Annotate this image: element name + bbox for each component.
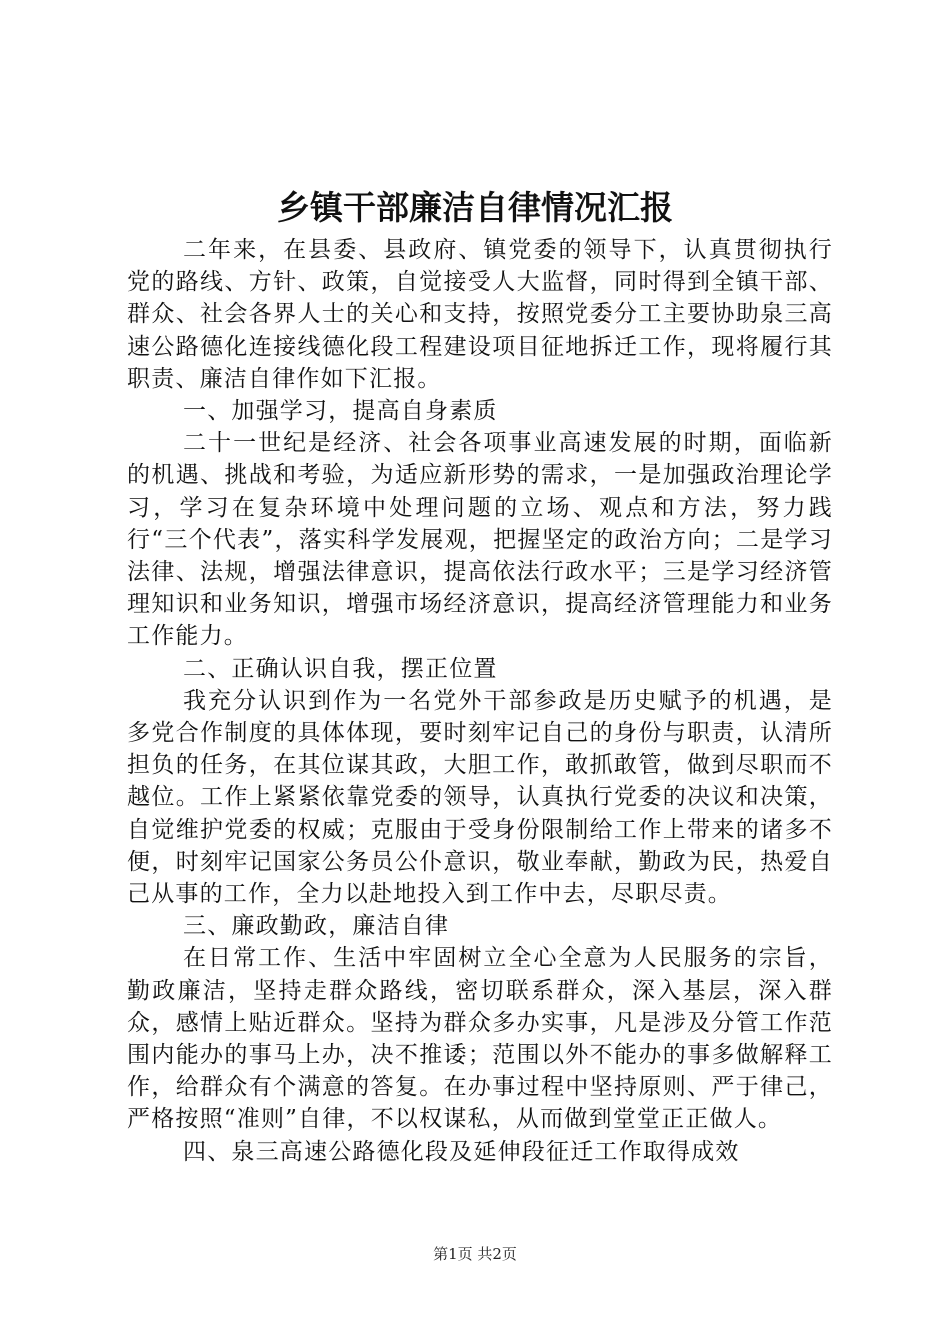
document-body (127, 234, 833, 1168)
section-heading-3: 三、廉政勤政，廉洁自律 (183, 913, 450, 940)
section-paragraph-1: 二十一世纪是经济、社会各项事业高速发展的时期，面临新的机遇、挑战和考验，为适应新形势的需求，一是加强政治理论学习，学习在复杂环境中处理问题的立场、观点和方法，努力践行“三个代表”，落实科学发展观，把握坚定的政治方向；二是学习法律、法规，增强法律意识，提高依法行政水平；三是学习经济管理知识和业务知识，增强市场经济意识，提高经济管理能力和业务工作能力。 (127, 430, 833, 650)
section-heading-2: 二、正确认识自我，摆正位置 (183, 655, 498, 682)
document-title: 乡镇干部廉洁自律情况汇报 (277, 188, 673, 227)
page-number-footer: 第1页 共2页 (433, 1245, 517, 1263)
section-paragraph-3: 在日常工作、生活中牢固树立全心全意为人民服务的宗旨，勤政廉洁，坚持走群众路线，密切联系群众，深入基层，深入群众，感情上贴近群众。坚持为群众多办实事，凡是涉及分管工作范围内能办的事马上办，决不推诿；范围以外不能办的事多做解释工作，给群众有个满意的答复。在办事过程中坚持原则、严于律己，严格按照“准则”自律，不以权谋私，从而做到堂堂正正做人。 (127, 945, 833, 1133)
section-heading-1: 一、加强学习，提高自身素质 (183, 398, 498, 425)
section-paragraph-2: 我充分认识到作为一名党外干部参政是历史赋予的机遇，是多党合作制度的具体体现，要时刻牢记自己的身份与职责，认清所担负的任务，在其位谋其政，大胆工作，敢抓敢管，做到尽职而不越位。工作上紧紧依靠党委的领导，认真执行党委的决议和决策，自觉维护党委的权威；克服由于受身份限制给工作上带来的诸多不便，时刻牢记国家公务员公仆意识，敬业奉献，勤政为民，热爱自己从事的工作，全力以赴地投入到工作中去，尽职尽责。 (127, 687, 833, 908)
intro-paragraph: 二年来，在县委、县政府、镇党委的领导下，认真贯彻执行党的路线、方针、政策，自觉接受人大监督，同时得到全镇干部、群众、社会各界人士的关心和支持，按照党委分工主要协助泉三高速公路德化连接线德化段工程建设项目征地拆迁工作，现将履行其职责、廉洁自律作如下汇报。 (127, 237, 833, 392)
section-heading-4: 四、泉三高速公路德化段及延伸段征迁工作取得成效 (183, 1138, 740, 1165)
